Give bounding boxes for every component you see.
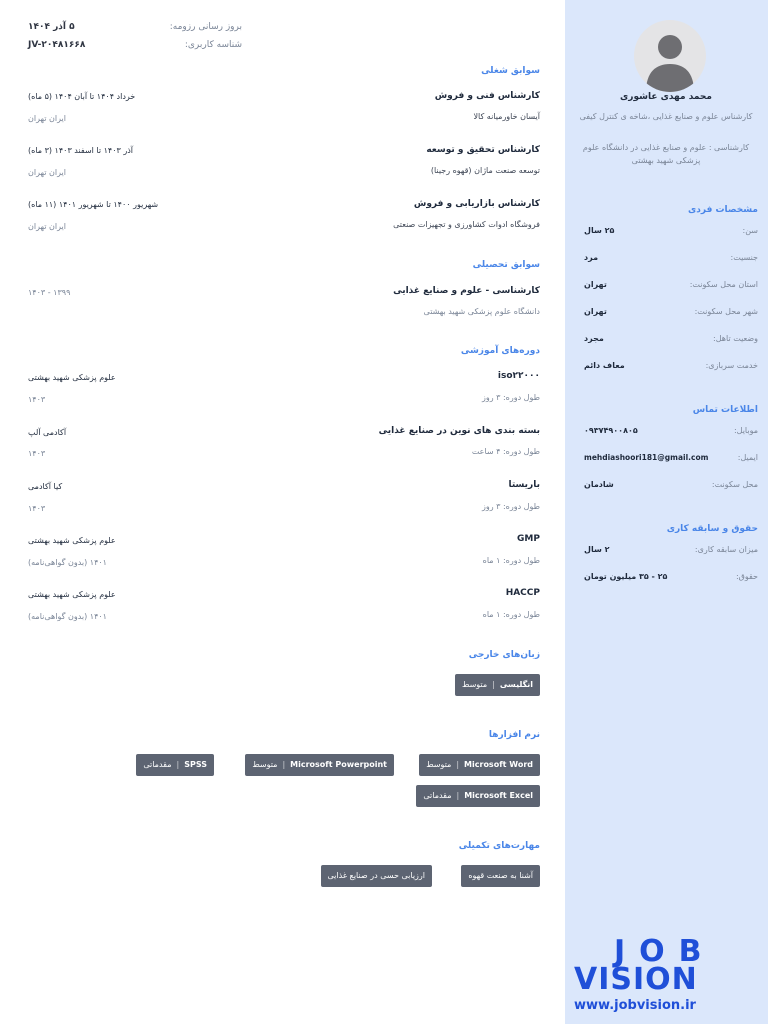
course-duration: طول دوره: ۱ ماه xyxy=(482,610,540,619)
course-title: iso۲۲۰۰۰ xyxy=(497,371,540,381)
software-chip: مقدماتی | Microsoft Excel xyxy=(416,785,540,807)
chip-level: مقدماتی xyxy=(423,791,452,800)
row-label: وضعیت تاهل: xyxy=(713,334,758,343)
avatar xyxy=(634,20,706,92)
work-title: کارشناس فنی و فروش xyxy=(434,91,540,101)
salary-heading: حقوق و سابقه کاری xyxy=(666,524,758,534)
row-label: خدمت سربازی: xyxy=(705,361,758,370)
work-title: کارشناس بازاریابی و فروش xyxy=(413,199,540,209)
work-period: خرداد ۱۴۰۴ تا آبان ۱۴۰۴ (۵ ماه) xyxy=(28,92,136,101)
row-value: شادمان xyxy=(584,480,614,489)
education-school: دانشگاه علوم پزشکی شهید بهشتی xyxy=(423,307,540,316)
work-period: شهریور ۱۴۰۰ تا شهریور ۱۴۰۱ (۱۱ ماه) xyxy=(28,200,159,209)
chip-name: Microsoft Word xyxy=(464,760,533,769)
work-location: ایران تهران xyxy=(28,168,66,177)
course-duration: طول دوره: ۳ روز xyxy=(481,393,540,402)
course-year: ۱۴۰۳ xyxy=(28,504,46,513)
skills-heading: مهارت‌های تکمیلی xyxy=(458,841,540,851)
row-value[interactable]: ۰۹۳۷۴۹۰۰۸۰۵ xyxy=(584,426,638,435)
software-chip: متوسط | Microsoft Word xyxy=(419,754,540,776)
education-period: ۱۳۹۹ - ۱۴۰۳ xyxy=(28,288,71,297)
contact-info-heading: اطلاعات تماس xyxy=(692,405,758,415)
personal-row-province xyxy=(584,280,758,294)
course-year: ۱۴۰۱ (بدون گواهی‌نامه) xyxy=(28,558,107,567)
row-label: استان محل سکونت: xyxy=(689,280,758,289)
meta-label: شناسه کاربری: xyxy=(184,40,242,50)
course-year: ۱۴۰۱ (بدون گواهی‌نامه) xyxy=(28,612,107,621)
meta-value: ۵ آذر ۱۴۰۴ xyxy=(28,22,75,32)
user-silhouette-icon xyxy=(634,20,706,92)
skill-chip: آشنا به صنعت قهوه xyxy=(461,865,540,887)
chip-name: انگلیسی xyxy=(499,680,533,689)
row-value: تهران xyxy=(584,280,607,289)
personal-row-age xyxy=(584,226,758,240)
personal-row-gender xyxy=(584,253,758,267)
education-title: کارشناسی - علوم و صنایع غذایی xyxy=(393,286,540,296)
personal-info-heading: مشخصات فردی xyxy=(687,205,758,215)
logo-line2: VISION xyxy=(574,962,698,997)
chip-level: متوسط xyxy=(426,760,452,769)
salary-row-experience xyxy=(584,545,758,559)
language-chip: انگلیسی|متوسط xyxy=(455,674,540,696)
meta-label: بروز رسانی رزومه: xyxy=(169,22,242,32)
row-label: سن: xyxy=(742,226,758,235)
contact-row-residence xyxy=(584,480,758,494)
work-period: آذر ۱۴۰۳ تا اسفند ۱۴۰۳ (۳ ماه) xyxy=(28,146,134,155)
profile-job-title: کارشناس علوم و صنایع غذایی ،شاخه ی کنترل کیفی xyxy=(579,112,753,121)
row-label: حقوق: xyxy=(735,572,758,581)
work-title: کارشناس تحقیق و توسعه xyxy=(426,145,540,155)
contact-row-mobile xyxy=(584,426,758,440)
course-duration: طول دوره: ۱ ماه xyxy=(482,556,540,565)
course-institute: کیا آکادمی xyxy=(28,482,63,491)
contact-row-email xyxy=(584,453,758,467)
course-year: ۱۴۰۳ xyxy=(28,449,46,458)
course-institute: آکادمی آلپ xyxy=(28,428,67,437)
work-company: فروشگاه ادوات کشاورزی و تجهیزات صنعتی xyxy=(393,220,540,229)
profile-name: محمد مهدی عاشوری xyxy=(620,92,712,102)
course-institute: علوم پزشکی شهید بهشتی xyxy=(28,536,116,545)
course-title: بسته بندی های نوین در صنایع غذایی xyxy=(378,426,540,436)
row-value: ۲۵ سال xyxy=(584,226,615,235)
resume-user-id xyxy=(28,40,242,54)
course-year: ۱۴۰۳ xyxy=(28,395,46,404)
education-heading: سوابق تحصیلی xyxy=(472,260,540,270)
logo-url[interactable]: www.jobvision.ir xyxy=(574,998,696,1013)
work-company: توسعه صنعت ماژان (قهوه رجینا) xyxy=(430,166,540,175)
course-title: GMP xyxy=(517,534,540,544)
personal-row-city xyxy=(584,307,758,321)
row-value: معاف دائم xyxy=(584,361,625,370)
chip-name: Microsoft Powerpoint xyxy=(290,760,387,769)
chip-name: SPSS xyxy=(184,760,207,769)
course-institute: علوم پزشکی شهید بهشتی xyxy=(28,373,116,382)
salary-row-salary xyxy=(584,572,758,586)
chip-level: متوسط xyxy=(461,680,488,689)
logo-line1: JOB xyxy=(614,934,716,969)
row-value[interactable]: mehdiashoori181@gmail.com xyxy=(584,453,709,462)
row-label: محل سکونت: xyxy=(711,480,758,489)
row-value: ۲ سال xyxy=(584,545,610,554)
course-duration: طول دوره: ۴ ساعت xyxy=(471,447,540,456)
work-location: ایران تهران xyxy=(28,222,66,231)
work-location: ایران تهران xyxy=(28,114,66,123)
software-heading: نرم افزارها xyxy=(488,730,540,740)
profile-sidebar xyxy=(565,0,768,1024)
languages-heading: زبان‌های خارجی xyxy=(468,650,540,660)
courses-heading: دوره‌های آموزشی xyxy=(460,346,540,356)
jobvision-logo[interactable] xyxy=(574,934,754,1024)
row-label: شهر محل سکونت: xyxy=(694,307,758,316)
chip-level: مقدماتی xyxy=(143,760,172,769)
row-label: میزان سابقه کاری: xyxy=(694,545,758,554)
personal-row-marital xyxy=(584,334,758,348)
row-value: مجرد xyxy=(584,334,604,343)
profile-education-summary: کارشناسی : علوم و صنایع غذایی در دانشگاه علوم پزشکی شهید بهشتی xyxy=(582,143,750,165)
course-institute: علوم پزشکی شهید بهشتی xyxy=(28,590,116,599)
row-value: ۲۵ - ۳۵ میلیون تومان xyxy=(584,572,668,581)
software-chip: متوسط | Microsoft Powerpoint xyxy=(245,754,394,776)
meta-value: JV-۲۰۴۸۱۶۶۸ xyxy=(28,40,86,50)
software-chip: مقدماتی | SPSS xyxy=(136,754,214,776)
row-value: مرد xyxy=(584,253,599,262)
row-label: موبایل: xyxy=(733,426,758,435)
course-title: HACCP xyxy=(505,588,540,598)
course-title: باریستا xyxy=(508,480,540,490)
chip-name: Microsoft Excel xyxy=(464,791,533,800)
skill-chip: ارزیابی حسی در صنایع غذایی xyxy=(321,865,432,887)
row-label: ایمیل: xyxy=(737,453,758,462)
row-label: جنسیت: xyxy=(730,253,758,262)
personal-row-military xyxy=(584,361,758,375)
chip-level: متوسط xyxy=(252,760,278,769)
row-value: تهران xyxy=(584,307,607,316)
resume-updated xyxy=(28,22,242,36)
course-duration: طول دوره: ۳ روز xyxy=(481,502,540,511)
work-heading: سوابق شغلی xyxy=(481,66,540,76)
work-company: آیسان خاورمیانه کالا xyxy=(473,112,540,121)
